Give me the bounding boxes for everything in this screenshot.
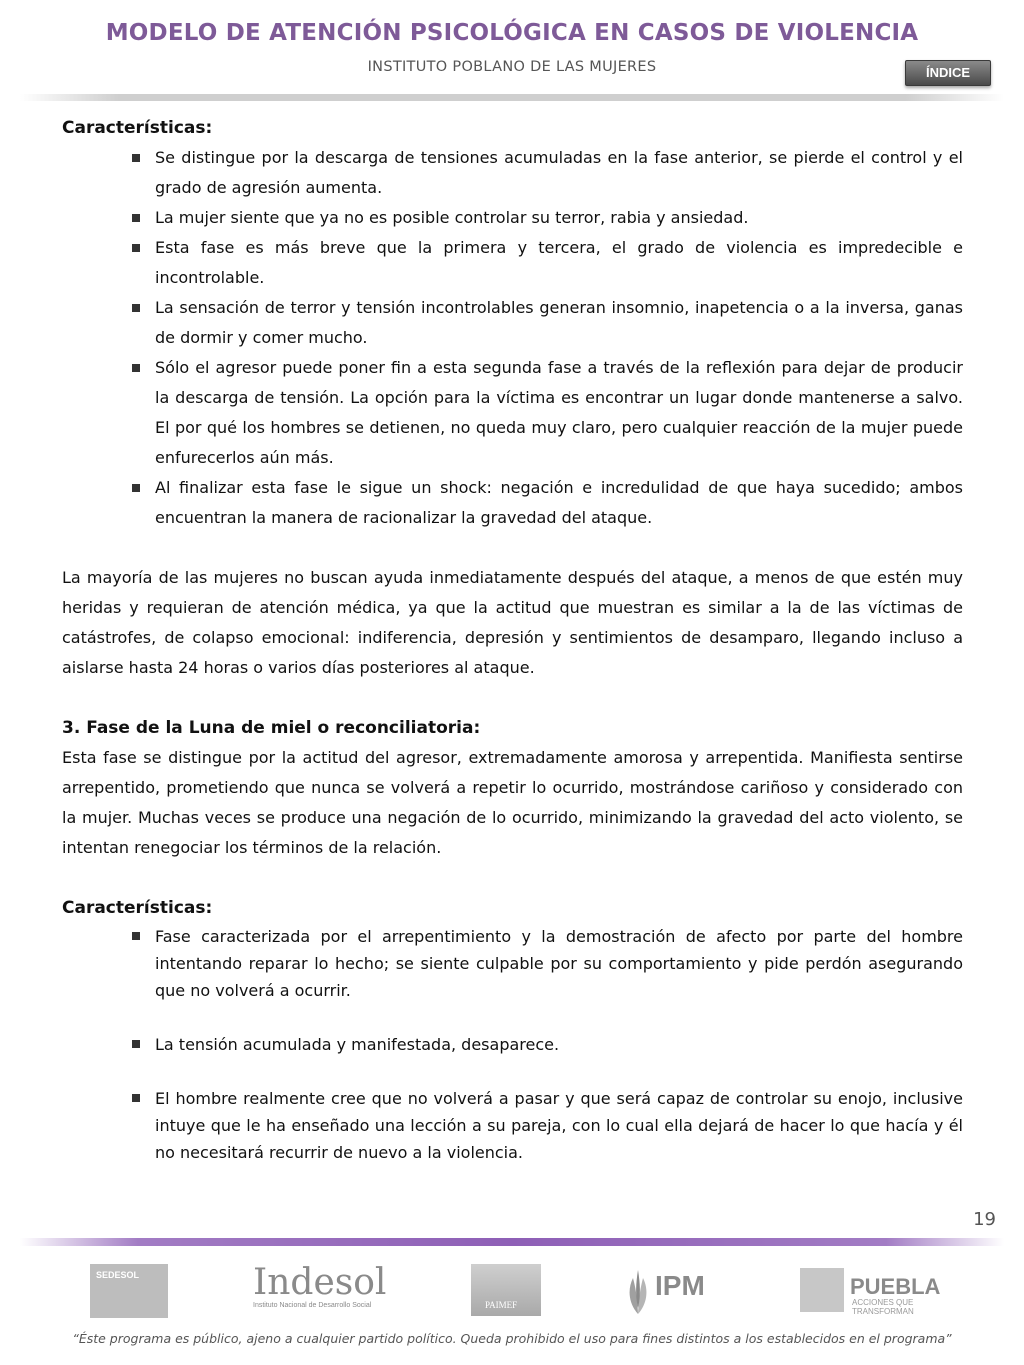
square-bullet-icon <box>132 244 140 252</box>
list-item-text: Fase caracterizada por el arrepentimiento y la demostración de afecto por parte del hombre intentando reparar lo hecho; se siente culpable por su comportamiento y pide perdón asegurando que no volverá a ocurrir. <box>155 927 963 1000</box>
header-divider <box>20 94 1004 101</box>
square-bullet-icon <box>132 1040 140 1048</box>
list-item-text: Al finalizar esta fase le sigue un shock: negación e incredulidad de que haya sucedido; ambos encuentran la manera de racionalizar la gravedad del ataque. <box>155 478 963 527</box>
list-item-text: El hombre realmente cree que no volverá a pasar y que será capaz de controlar su enojo, inclusive intuye que le ha enseñado una lección a su pareja, con lo cual ella dejará de hacer lo que hacía y él no necesitará recurrir de nuevo a la violencia. <box>155 1089 963 1162</box>
list-item-text: La tensión acumulada y manifestada, desaparece. <box>155 1035 560 1054</box>
puebla-logo-text: PUEBLA <box>850 1274 941 1299</box>
body-paragraph: Esta fase se distingue por la actitud del agresor, extremadamente amorosa y arrepentida. Manifiesta sentirse arrepentido, prometiendo que nunca se volverá a repetir lo ocurrido, mostrándose cariñoso y considerado con la mujer. Muchas veces se produce una negación de lo ocurrido, minimizando la gravedad del acto violento, se intentan renegociar los términos de la relación. <box>62 748 963 857</box>
ipm-logo-text: IPM <box>655 1270 705 1301</box>
sponsor-logos <box>0 1262 1024 1322</box>
puebla-emblem-icon <box>800 1268 844 1312</box>
list-item <box>155 1031 963 1058</box>
spacer <box>62 863 963 893</box>
list-item-text: Esta fase es más breve que la primera y tercera, el grado de violencia es impredecible e incontrolable. <box>155 238 963 287</box>
square-bullet-icon <box>132 154 140 162</box>
list-item-text: Sólo el agresor puede poner fin a esta segunda fase a través de la reflexión para dejar de producir la descarga de tensión. La opción para la víctima es encontrar un lugar donde mantenerse a salvo. El por qué los hombres se detienen, no queda muy claro, pero cualquier reacción de la mujer puede enfurecerlos aún más. <box>155 358 963 467</box>
section-heading-honeymoon-phase: 3. Fase de la Luna de miel o reconciliatoria: <box>62 718 481 738</box>
list-item <box>155 143 963 203</box>
indesol-logo-subtext: Instituto Nacional de Desarrollo Social <box>253 1302 372 1309</box>
list-item <box>155 473 963 533</box>
list-item <box>155 233 963 293</box>
body-paragraph: La mayoría de las mujeres no buscan ayuda inmediatamente después del ataque, a menos de que estén muy heridas y requieran de atención médica, ya que la actitud que muestran es similar a la de las víctimas de catástrofes, de colapso emocional: indiferencia, depresión y sentimientos de desamparo, llegando incluso a aislarse hasta 24 horas o varios días posteriores al ataque. <box>62 568 963 677</box>
list-item <box>155 1085 963 1166</box>
square-bullet-icon <box>132 214 140 222</box>
section-heading-characteristics: Características: <box>62 898 213 918</box>
footer-divider <box>20 1238 1004 1246</box>
spacer <box>62 683 963 713</box>
list-item-text: Se distingue por la descarga de tensiones acumuladas en la fase anterior, se pierde el control y el grado de agresión aumenta. <box>155 148 963 197</box>
footer-disclaimer: “Éste programa es público, ajeno a cualquier partido político. Queda prohibido el uso para fines distintos a los establecidos en el programa” <box>72 1331 952 1346</box>
list-item <box>155 293 963 353</box>
spacer <box>155 1058 963 1085</box>
square-bullet-icon <box>132 1094 140 1102</box>
paimef-logo <box>471 1264 541 1316</box>
flower-icon <box>625 1268 651 1316</box>
characteristics-list <box>62 143 963 533</box>
institution-subtitle: INSTITUTO POBLANO DE LAS MUJERES <box>367 59 657 75</box>
section-heading-characteristics: Características: <box>62 118 213 138</box>
sedesol-logo-text: SEDESOL <box>96 1270 140 1280</box>
list-item <box>155 203 963 233</box>
square-bullet-icon <box>132 932 140 940</box>
list-item <box>155 923 963 1004</box>
page-content <box>62 113 963 1166</box>
square-bullet-icon <box>132 364 140 372</box>
paimef-logo-text: PAIMEF <box>485 1300 518 1310</box>
indesol-logo <box>253 1264 386 1309</box>
ipm-logo <box>625 1264 715 1320</box>
page-number: 19 <box>973 1209 996 1230</box>
list-item-text: La mujer siente que ya no es posible controlar su terror, rabia y ansiedad. <box>155 208 749 227</box>
square-bullet-icon <box>132 484 140 492</box>
square-bullet-icon <box>132 304 140 312</box>
sedesol-logo <box>90 1264 168 1318</box>
list-item <box>155 353 963 473</box>
spacer <box>62 533 963 563</box>
spacer <box>155 1004 963 1031</box>
indesol-logo-text: Indesol <box>253 1262 387 1303</box>
puebla-logo-subtext: ACCIONES QUE TRANSFORMAN <box>852 1298 914 1316</box>
list-item-text: La sensación de terror y tensión incontrolables generan insomnio, inapetencia o a la inversa, ganas de dormir y comer mucho. <box>155 298 963 347</box>
puebla-logo <box>800 1264 940 1318</box>
characteristics-list <box>62 923 963 1166</box>
index-button[interactable]: ÍNDICE <box>905 60 991 86</box>
document-title: MODELO DE ATENCIÓN PSICOLÓGICA EN CASOS DE VIOLENCIA <box>105 20 919 46</box>
